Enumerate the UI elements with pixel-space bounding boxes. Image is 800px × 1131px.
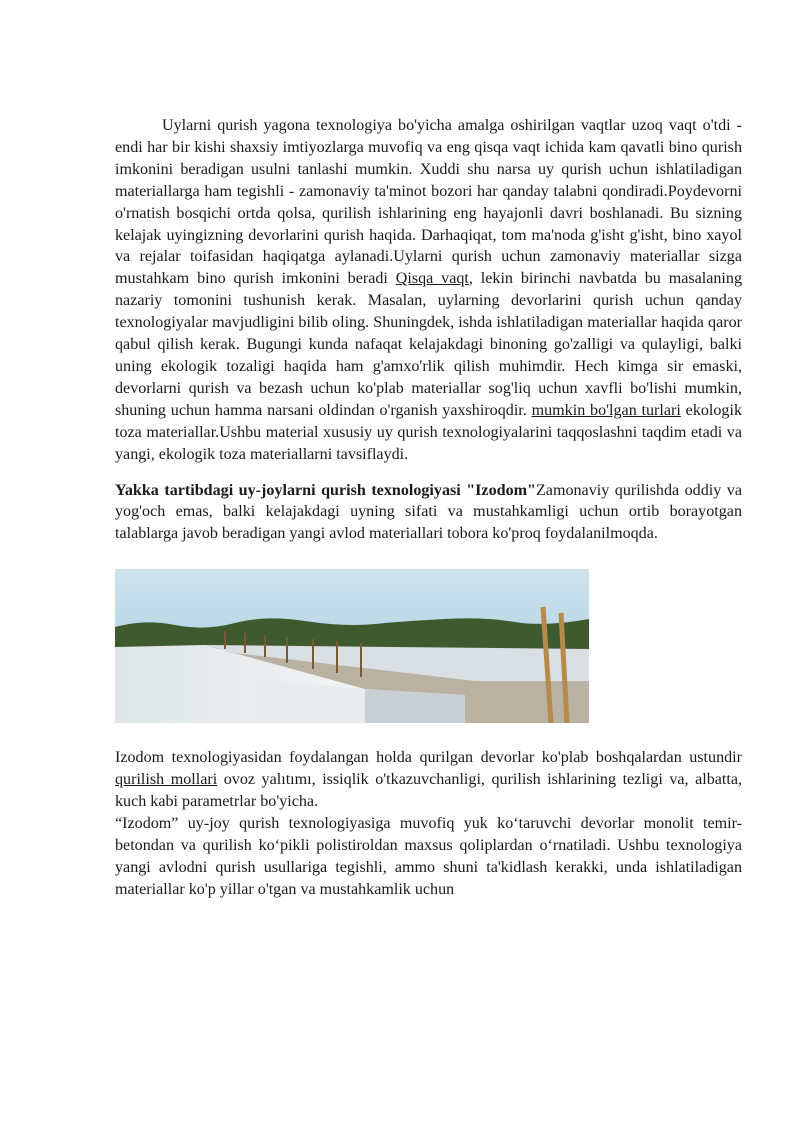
izodom-text: Zamonaviy qurilishda oddiy va yog'och emas, balki kelajakdagi uyning sifati va mustahkamligi uchun ortib borayotgan talablarga javob beradigan yangi avlod materiallari tobora ko'proq foydalanilmoqda. xyxy=(115,481,742,543)
link-mumkin-bolgan-turlari[interactable]: mumkin bo'lgan turlari xyxy=(531,401,681,419)
document-body xyxy=(115,115,742,901)
advantages-text-1: Izodom texnologiyasidan foydalangan holda qurilgan devorlar ko'plab boshqalardan ustundir xyxy=(115,749,742,767)
advantages-paragraph xyxy=(115,747,742,813)
link-qurilish-mollari[interactable]: qurilish mollari xyxy=(115,771,218,789)
technology-paragraph: “Izodom” uy-joy qurish texnologiyasiga muvofiq yuk koʻtaruvchi devorlar monolit temir-betondan va qurilish koʻpikli polistiroldan maxsus qoliplardan oʻrnatiladi. Ushbu texnologiya yangi avlodni qurish usullariga tegishli, ammo shuni ta'kidlash kerakki, unda ishlatiladigan materiallar ko'p yillar o'tgan va mustahkamlik uchun xyxy=(115,814,742,898)
intro-paragraph xyxy=(115,115,742,466)
link-qisqa-vaqt[interactable]: Qisqa vaqt xyxy=(395,270,469,288)
intro-text-3: ekologik toza materiallar.Ushbu material xususiy uy qurish texnologiyalarini taqqoslashni taqdim etadi va yangi, ekologik toza materiallarni tavsiflaydi. xyxy=(115,401,742,463)
izodom-paragraph xyxy=(115,480,742,546)
intro-text-2: , lekin birinchi navbatda bu masalaning nazariy tomonini tushunish kerak. Masalan, uylarning devorlarini qurish uchun qanday texnologiyalar mavjudligini bilib oling. Shuningdek, ishda ishlatiladigan materiallar haqida qaror qabul qilish kerak. Bugungi kunda nafaqat kelajakdagi binoning go'zalligi va qulayligi, balki uning ekologik tozaligi haqida ham g'amxo'rlik qilish muhimdir. Hech kimga sir emaski, devorlarni qurish va bezash uchun ko'plab materiallar sog'liq uchun xavfli bo'lishi mumkin, shuning uchun hamma narsani oldindan o'rganish yaxshiroqdir. xyxy=(115,270,742,419)
intro-text-1: Uylarni qurish yagona texnologiya bo'yicha amalga oshirilgan vaqtlar uzoq vaqt o'tdi - endi har bir kishi shaxsiy imtiyozlarga muvofiq va eng qisqa vaqt ichida kam qavatli bino qurish imkonini beradigan usulni tanlashi mumkin. Xuddi shu narsa uy qurish uchun ishlatiladigan materiallarga ham tegishli - zamonaviy ta'minot bozori har qanday talabni qondiradi.Poydevorni o'rnatish bosqichi ortda qolsa, qurilish ishlarining eng hayajonli davri boshlanadi. Bu sizning kelajak uyingizning devorlarini qurish haqida. Darhaqiqat, tom ma'noda g'isht g'isht, bino xayol va rejalar toifasidan haqiqatga aylanadi.Uylarni qurish uchun zamonaviy materiallar sizga mustahkam bino qurish imkonini beradi xyxy=(115,117,742,288)
construction-photo xyxy=(115,569,589,723)
advantages-text-2: ovoz yalıtımı, issiqlik o'tkazuvchanligi, qurilish ishlarining tezligi va, albatta, kuch kabi parametrlar bo'yicha. xyxy=(115,771,742,811)
izodom-heading: Yakka tartibdagi uy-joylarni qurish texnologiyasi "Izodom" xyxy=(115,481,536,499)
